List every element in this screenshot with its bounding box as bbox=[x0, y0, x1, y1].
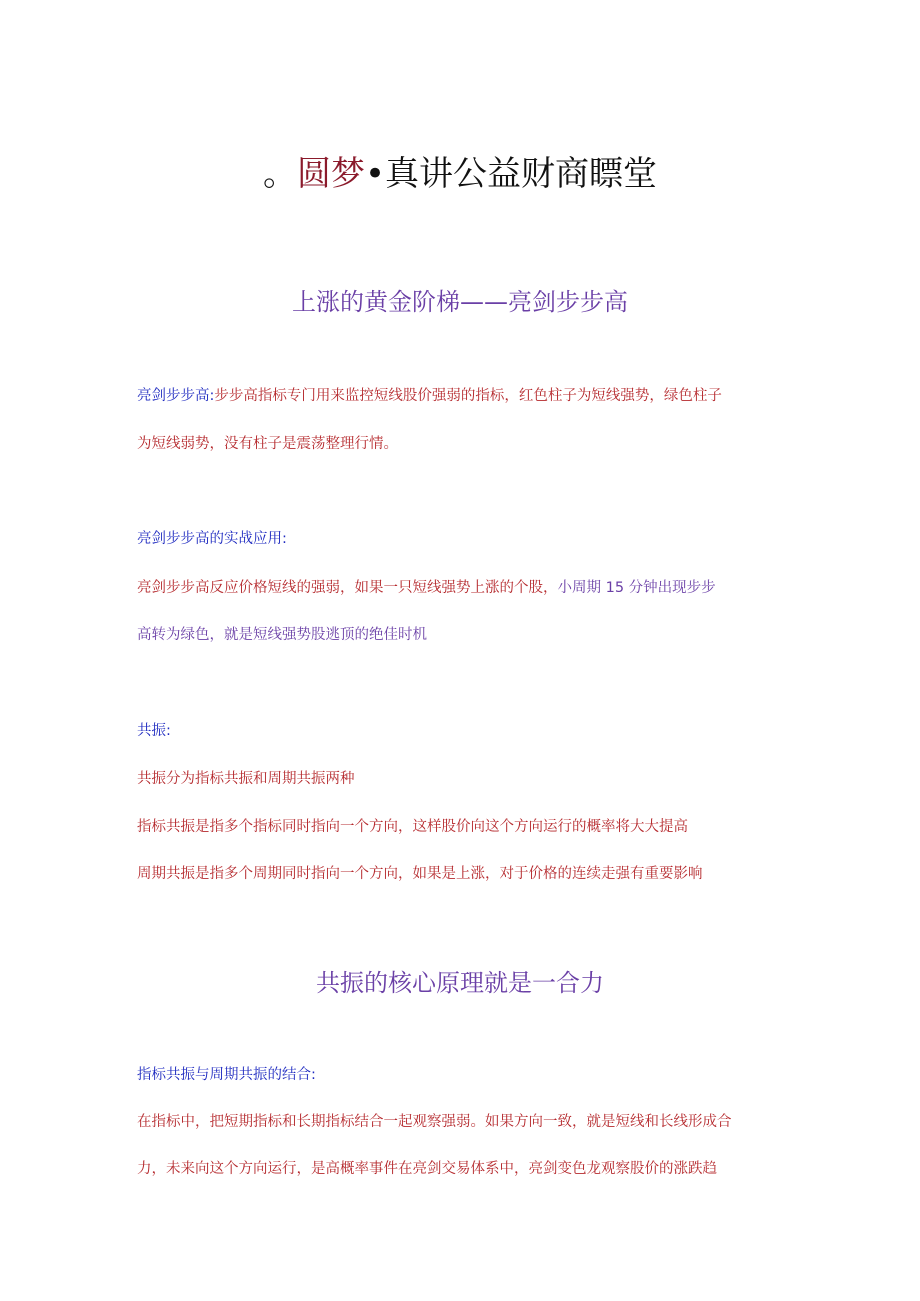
paragraph-line: 力，未来向这个方向运行，是高概率事件在亮剑交易体系中，亮剑变色龙观察股价的涨跌趋 bbox=[137, 1161, 717, 1177]
page-title bbox=[0, 152, 920, 196]
paragraph-line bbox=[137, 578, 716, 598]
paragraph-line: 在指标中，把短期指标和长期指标结合一起观察强弱。如果方向一致，就是短线和长线形成合 bbox=[137, 1114, 732, 1130]
title-rest: •真讲公益财商瞟堂 bbox=[364, 154, 658, 194]
section-heading-core-principle: 共振的核心原理就是一合力 bbox=[316, 969, 604, 997]
paragraph-line: 周期共振是指多个周期同时指向一个方向，如果是上涨，对于价格的连续走强有重要影响 bbox=[137, 866, 703, 882]
paragraph-line bbox=[137, 386, 722, 406]
paragraph-line: 高转为绿色，就是短线强势股逃顶的绝佳时机 bbox=[137, 627, 427, 643]
subheading-combination: 指标共振与周期共振的结合: bbox=[137, 1067, 316, 1083]
paragraph-line: 共振分为指标共振和周期共振两种 bbox=[137, 771, 355, 787]
title-prefix: 。 bbox=[262, 154, 297, 194]
definition-text: 步步高指标专门用来监控短线股价强弱的指标，红色柱子为短线强势，绿色柱子 bbox=[214, 388, 722, 404]
subheading-resonance: 共振: bbox=[137, 723, 171, 739]
section-heading-golden-ladder: 上涨的黄金阶梯——亮剑步步高 bbox=[292, 288, 628, 316]
term-label: 亮剑步步高: bbox=[137, 388, 215, 404]
paragraph-line: 为短线弱势，没有柱子是震荡整理行情。 bbox=[137, 436, 398, 452]
paragraph-text: 亮剑步步高反应价格短线的强弱，如果一只短线强势上涨的个股， bbox=[137, 580, 558, 596]
title-brand: 圆梦 bbox=[296, 154, 365, 194]
paragraph-text: 小周期 15 分钟出现步步 bbox=[557, 580, 716, 596]
subheading-practical-application: 亮剑步步高的实战应用: bbox=[137, 531, 287, 547]
paragraph-line: 指标共振是指多个指标同时指向一个方向，这样股价向这个方向运行的概率将大大提高 bbox=[137, 819, 688, 835]
